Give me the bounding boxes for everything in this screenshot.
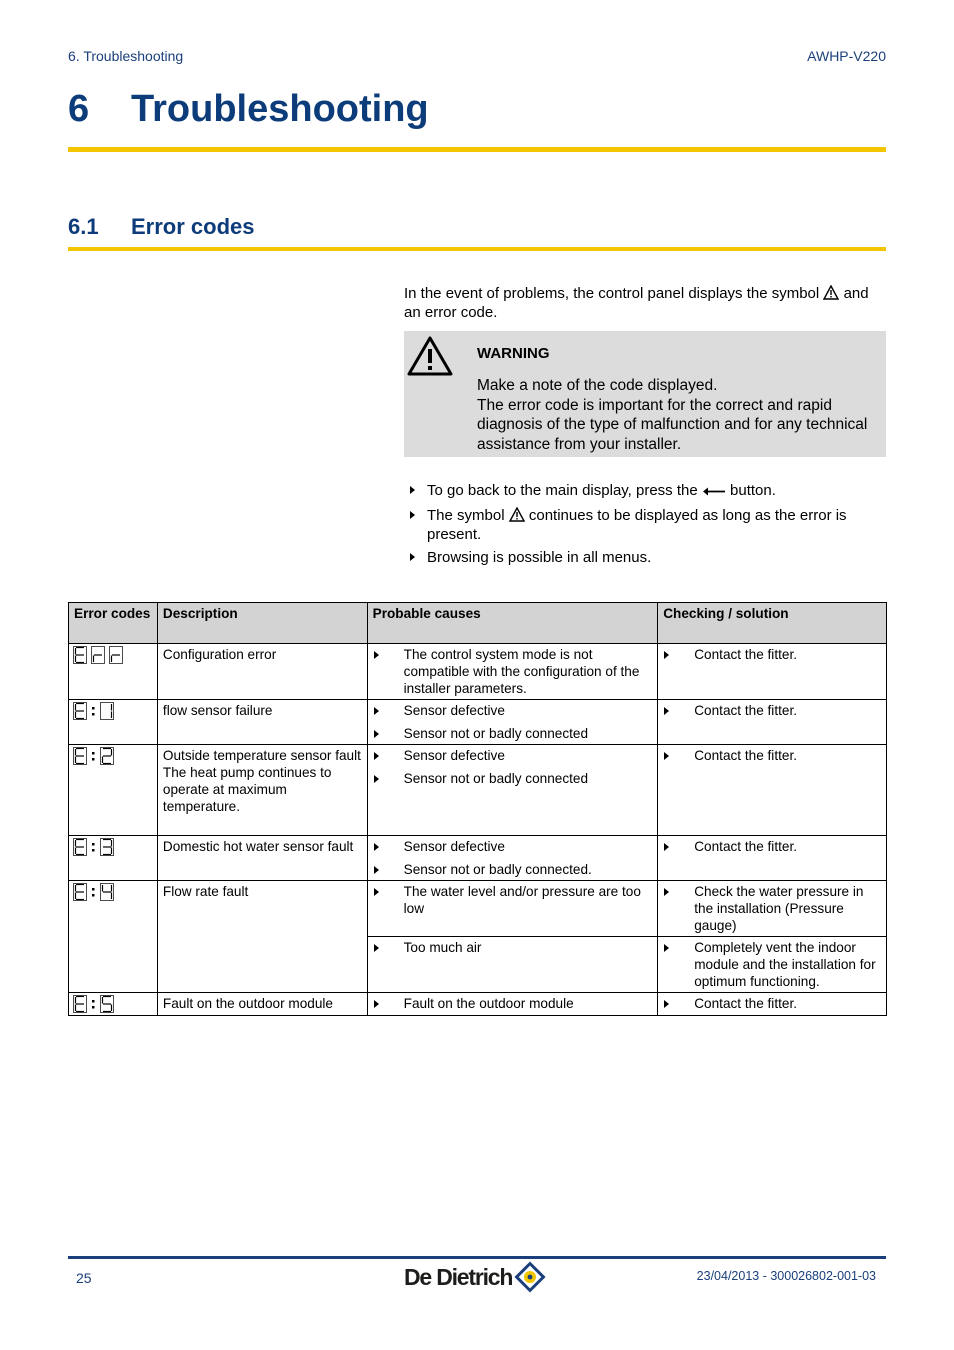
description-cell <box>157 836 367 881</box>
code-digit <box>73 883 87 901</box>
cause-text: The water level and/or pressure are too low <box>403 884 641 916</box>
error-code-cell <box>69 745 158 836</box>
warning-triangle-icon <box>823 285 839 300</box>
solution-text: Contact the fitter. <box>694 748 797 763</box>
causes-cell <box>367 836 658 881</box>
header-error-codes: Error codes <box>69 603 158 644</box>
code-digit <box>73 995 87 1013</box>
cause-item <box>368 859 658 880</box>
bullet-arrow-icon <box>374 752 379 760</box>
bullet-arrow-icon <box>374 944 379 952</box>
warning-box <box>404 331 886 457</box>
description-text: Domestic hot water sensor fault <box>162 839 354 854</box>
causes-cell <box>367 937 658 993</box>
running-header-section: 6. Troubleshooting <box>68 48 184 64</box>
solution-item <box>658 836 886 857</box>
intro-text-start: In the event of problems, the control panel displays the symbol <box>404 285 824 302</box>
solution-item <box>658 881 886 936</box>
error-code-display <box>69 745 157 767</box>
code-digit <box>91 646 105 664</box>
cause-text: Sensor not or badly connected <box>403 771 589 786</box>
error-codes-table <box>68 602 887 1016</box>
brand-diamond-icon <box>513 1260 547 1294</box>
bullet-text: continues to be displayed as long as the error is present. <box>427 507 847 543</box>
description-text: Fault on the outdoor module <box>162 996 333 1011</box>
bullet-text: button. <box>725 482 776 499</box>
chapter-number: 6 <box>68 88 90 130</box>
solution-cell <box>658 836 887 881</box>
cause-item <box>368 700 658 721</box>
bullet-arrow-icon <box>410 511 415 519</box>
section-title: Error codes <box>131 214 255 239</box>
cause-item <box>368 937 658 958</box>
cause-text: Sensor not or badly connected. <box>403 862 592 877</box>
bullet-arrow-icon <box>664 707 669 715</box>
section-rule <box>68 247 886 251</box>
bullet-arrow-icon <box>374 866 379 874</box>
description-cell <box>157 644 367 700</box>
description-text: Configuration error <box>162 647 277 662</box>
cause-text: Too much air <box>403 940 482 955</box>
solution-cell <box>658 993 887 1016</box>
warning-line-1: Make a note of the code displayed. <box>477 377 718 394</box>
code-digit <box>73 646 87 664</box>
chapter-title: Troubleshooting <box>131 88 429 130</box>
return-arrow-icon <box>702 486 726 497</box>
table-row <box>69 745 887 836</box>
error-code-cell <box>69 836 158 881</box>
intro-text-end: and an error code. <box>404 285 869 321</box>
error-code-cell <box>69 993 158 1016</box>
solution-item <box>658 700 886 721</box>
cause-item <box>368 745 658 766</box>
header-probable-causes: Probable causes <box>367 603 658 644</box>
bullet-arrow-icon <box>664 843 669 851</box>
cause-text: Fault on the outdoor module <box>403 996 574 1011</box>
bullet-text: Browsing is possible in all menus. <box>427 549 652 566</box>
cause-item <box>368 881 658 919</box>
bullet-arrow-icon <box>374 651 379 659</box>
bullet-item-symbol <box>404 506 886 544</box>
solution-text: Completely vent the indoor module and the installation for optimum functioning. <box>694 940 876 989</box>
cause-item <box>368 723 658 744</box>
solution-cell <box>658 745 887 836</box>
bullet-arrow-icon <box>410 486 415 494</box>
brand-name: De Dietrich <box>404 1263 513 1290</box>
table-row <box>69 836 887 881</box>
description-text: Flow rate fault <box>162 884 249 899</box>
page-number: 25 <box>76 1270 92 1286</box>
error-code-display <box>69 700 157 722</box>
solution-cell <box>658 881 887 937</box>
section-heading <box>68 214 255 240</box>
table-body <box>69 644 887 1016</box>
causes-cell <box>367 993 658 1016</box>
error-code-cell <box>69 881 158 993</box>
table-row <box>69 644 887 700</box>
bullet-item-back <box>404 481 886 500</box>
code-colon <box>91 995 96 1013</box>
bullet-item-browsing <box>404 548 886 567</box>
cause-item <box>368 993 658 1014</box>
table-row <box>69 700 887 745</box>
description-text: flow sensor failure <box>162 703 273 718</box>
error-code-display <box>69 881 157 903</box>
code-digit <box>100 995 114 1013</box>
description-cell <box>157 745 367 836</box>
causes-cell <box>367 644 658 700</box>
error-code-cell <box>69 700 158 745</box>
code-digit <box>100 883 114 901</box>
code-digit <box>73 702 87 720</box>
code-digit <box>100 702 114 720</box>
bullet-arrow-icon <box>410 553 415 561</box>
cause-item <box>368 644 658 699</box>
error-code-display <box>69 836 157 858</box>
causes-cell <box>367 745 658 836</box>
bullet-arrow-icon <box>374 888 379 896</box>
bullet-arrow-icon <box>664 888 669 896</box>
solution-item <box>658 745 886 766</box>
bullet-text: To go back to the main display, press the <box>427 482 702 499</box>
code-digit <box>73 838 87 856</box>
code-digit <box>73 747 87 765</box>
solution-cell <box>658 644 887 700</box>
chapter-heading <box>68 88 429 131</box>
warning-text <box>477 376 887 454</box>
warning-triangle-icon <box>509 507 525 522</box>
bullet-arrow-icon <box>664 752 669 760</box>
bullet-arrow-icon <box>374 707 379 715</box>
solution-text: Contact the fitter. <box>694 996 797 1011</box>
bullet-arrow-icon <box>374 1000 379 1008</box>
section-number: 6.1 <box>68 214 99 239</box>
bullet-arrow-icon <box>374 775 379 783</box>
table-header-row <box>69 603 887 644</box>
solution-cell <box>658 700 887 745</box>
error-code-display <box>69 644 157 666</box>
code-colon <box>91 747 96 765</box>
code-colon <box>91 838 96 856</box>
solution-item <box>658 644 886 665</box>
bullet-arrow-icon <box>664 1000 669 1008</box>
warning-triangle-icon <box>406 335 454 377</box>
warning-line-2: The error code is important for the correct and rapid diagnosis of the type of malfunction and for any technical assistance from your installer. <box>477 396 868 453</box>
cause-text: Sensor not or badly connected <box>403 726 589 741</box>
solution-text: Check the water pressure in the installation (Pressure gauge) <box>694 884 864 933</box>
solution-text: Contact the fitter. <box>694 703 797 718</box>
cause-item <box>368 836 658 857</box>
solution-item <box>658 937 886 992</box>
code-colon <box>91 883 96 901</box>
bullet-arrow-icon <box>374 843 379 851</box>
bullet-list <box>404 481 886 567</box>
intro-paragraph <box>404 284 889 322</box>
solution-text: Contact the fitter. <box>694 647 797 662</box>
chapter-rule <box>68 147 886 152</box>
cause-text: Sensor defective <box>403 703 505 718</box>
bullet-text: The symbol <box>427 507 509 524</box>
footer-rule <box>68 1256 886 1259</box>
error-code-cell <box>69 644 158 700</box>
running-header-model: AWHP-V220 <box>807 48 886 64</box>
error-code-display <box>69 993 157 1015</box>
description-cell <box>157 993 367 1016</box>
code-colon <box>91 702 96 720</box>
header-description: Description <box>157 603 367 644</box>
causes-cell <box>367 881 658 937</box>
header-checking-solution: Checking / solution <box>658 603 887 644</box>
code-digit <box>100 838 114 856</box>
brand-logo <box>404 1260 547 1294</box>
solution-cell <box>658 937 887 993</box>
description-text: Outside temperature sensor fault The heat pump continues to operate at maximum temperature. <box>162 748 361 814</box>
table-row <box>69 993 887 1016</box>
bullet-arrow-icon <box>664 944 669 952</box>
table-row <box>69 881 887 937</box>
warning-title: WARNING <box>477 345 550 362</box>
code-digit <box>100 747 114 765</box>
cause-item <box>368 768 658 789</box>
cause-text: Sensor defective <box>403 748 505 763</box>
solution-text: Contact the fitter. <box>694 839 797 854</box>
description-cell <box>157 881 367 993</box>
cause-text: The control system mode is not compatible with the configuration of the installer parameters. <box>403 647 640 696</box>
causes-cell <box>367 700 658 745</box>
solution-item <box>658 993 886 1014</box>
cause-text: Sensor defective <box>403 839 505 854</box>
bullet-arrow-icon <box>664 651 669 659</box>
document-reference: 23/04/2013 - 300026802-001-03 <box>696 1269 876 1283</box>
description-cell <box>157 700 367 745</box>
bullet-arrow-icon <box>374 730 379 738</box>
code-digit <box>109 646 123 664</box>
